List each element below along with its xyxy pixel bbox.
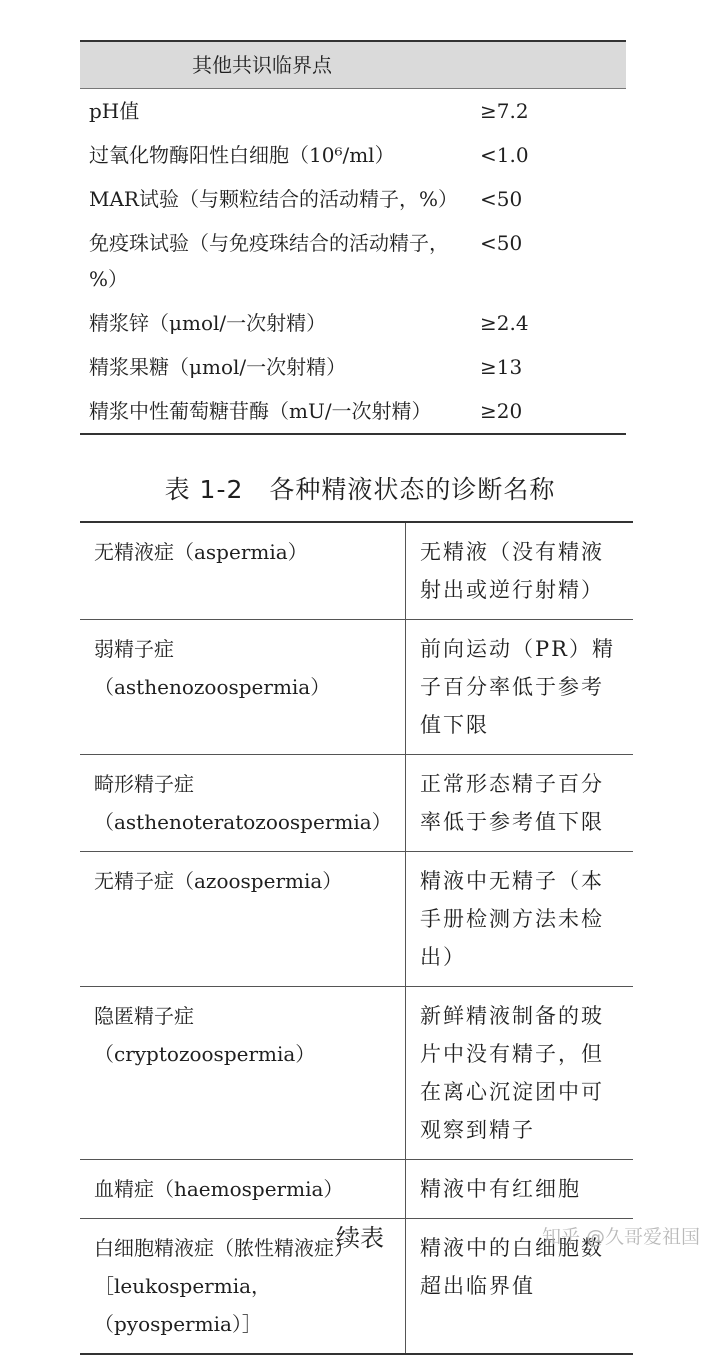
diagnosis-term: 弱精子症 [94,637,174,661]
cutoff-table [80,40,626,435]
diagnosis-term-cell [80,620,406,754]
diagnosis-term: 隐匿精子症 [94,1004,194,1028]
diagnosis-description: 精液中无精子（本手册检测方法未检出） [420,869,604,969]
table-row [80,620,633,755]
table-row [80,852,633,987]
row-value: ≥13 [480,355,523,379]
watermark: 知乎 @久哥爱祖国 [541,1226,700,1248]
diagnosis-description: 精液中的白细胞数超出临界值 [420,1236,604,1298]
row-value: <1.0 [480,143,529,167]
diagnosis-term-cell [80,987,406,1159]
table-row [80,89,626,133]
cutoff-table-header: 其他共识临界点 [80,42,626,89]
diagnosis-latin: ［leukospermia，（pyospermia）］ [94,1274,272,1336]
table-row [80,133,626,177]
row-value: <50 [480,231,523,255]
table-row [80,987,633,1160]
diagnosis-term: 血精症（haemospermia） [94,1177,344,1201]
diagnosis-latin: （cryptozoospermia） [94,1042,316,1066]
row-value: <50 [480,187,523,211]
diagnosis-term-cell [80,852,406,986]
row-label: 免疫珠试验（与免疫珠结合的活动精子，%） [89,231,449,291]
diagnosis-term: 白细胞精液症（脓性精液症） [94,1236,354,1260]
table-row [80,221,626,301]
row-label: MAR试验（与颗粒结合的活动精子，%） [89,187,458,211]
diagnosis-term: 畸形精子症 [94,772,194,796]
row-label: 过氧化物酶阳性白细胞（10⁶/ml） [89,143,395,167]
diagnosis-description: 新鲜精液制备的玻片中没有精子，但在离心沉淀团中可观察到精子 [420,1004,604,1142]
table-row [80,177,626,221]
table-row [80,1160,633,1219]
diagnosis-description: 正常形态精子百分率低于参考值下限 [420,772,604,834]
continued-label: 续表 [336,1224,384,1252]
row-label: 精浆果糖（μmol/一次射精） [89,355,347,379]
row-label: 精浆中性葡萄糖苷酶（mU/一次射精） [89,399,432,423]
diagnosis-term: 无精液症（aspermia） [94,540,308,564]
table-row [80,301,626,345]
diagnosis-description: 精液中有红细胞 [420,1177,581,1201]
row-value: ≥20 [480,399,523,423]
row-value: ≥2.4 [480,311,529,335]
table-row [80,389,626,433]
table-row [80,755,633,852]
table-row [80,345,626,389]
table-caption: 表 1-2 各种精液状态的诊断名称 [164,475,556,504]
row-value: ≥7.2 [480,99,529,123]
diagnosis-description: 前向运动（PR）精子百分率低于参考值下限 [420,637,615,737]
diagnosis-latin: （asthenoteratozoospermia） [94,810,392,834]
diagnosis-term-cell [80,1160,406,1218]
table-row [80,523,633,620]
row-label: 精浆锌（μmol/一次射精） [89,311,327,335]
diagnosis-latin: （asthenozoospermia） [94,675,331,699]
diagnosis-term-cell [80,523,406,619]
row-label: pH值 [89,99,140,123]
diagnosis-description: 无精液（没有精液射出或逆行射精） [420,540,604,602]
diagnosis-term: 无精子症（azoospermia） [94,869,343,893]
diagnosis-term-cell [80,755,406,851]
